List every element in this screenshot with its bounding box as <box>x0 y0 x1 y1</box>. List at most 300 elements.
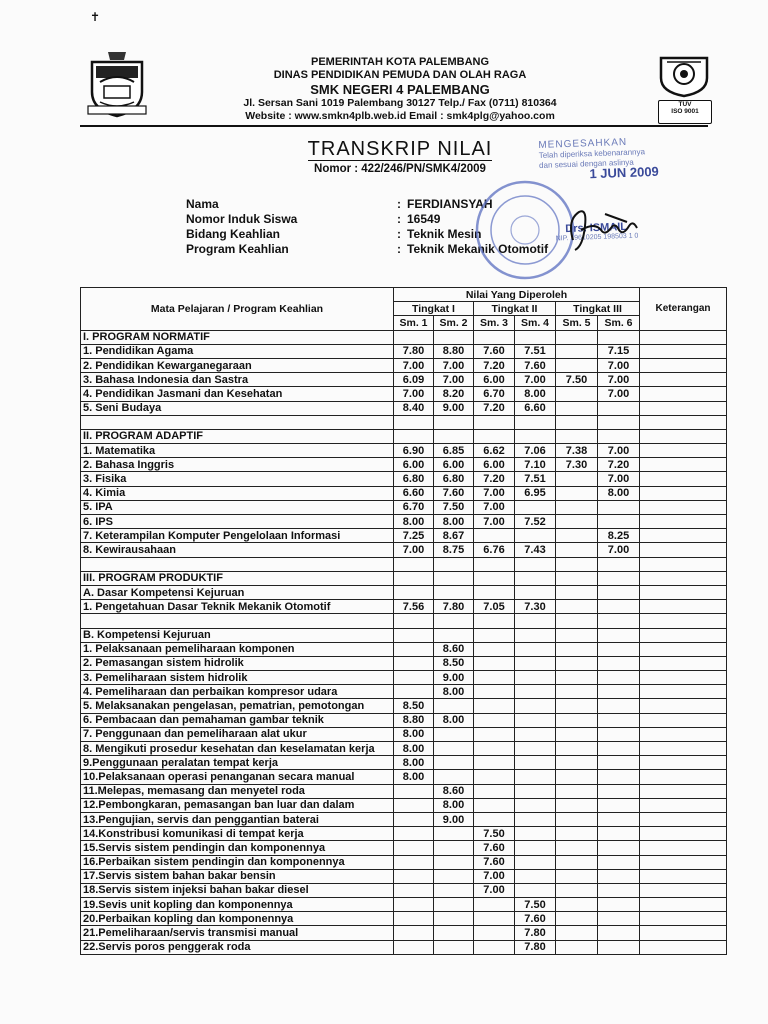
header-tingkat-2: Tingkat II <box>474 302 556 316</box>
empty-cell <box>434 571 474 585</box>
empty-cell <box>556 585 598 599</box>
remarks-cell <box>640 812 727 826</box>
remarks-cell <box>640 855 727 869</box>
grade-cell-sm4: 7.80 <box>515 940 556 954</box>
empty-cell <box>515 429 556 443</box>
remarks-cell <box>640 713 727 727</box>
empty-cell <box>394 429 434 443</box>
empty-cell <box>394 585 434 599</box>
grade-cell-sm3 <box>474 770 515 784</box>
identity-value-nis: 16549 <box>407 212 441 226</box>
subject-name: 19.Sevis unit kopling dan komponennya <box>81 898 394 912</box>
grade-cell-sm6: 7.00 <box>598 373 640 387</box>
empty-cell <box>394 415 434 429</box>
grade-cell-sm4 <box>515 713 556 727</box>
empty-cell <box>598 557 640 571</box>
identity-label-name: Nama <box>186 197 219 211</box>
grade-cell-sm3: 6.00 <box>474 373 515 387</box>
empty-cell <box>394 614 434 628</box>
grade-cell-sm3: 7.60 <box>474 344 515 358</box>
table-section-row <box>81 571 727 585</box>
subject-name: 17.Servis sistem bahan bakar bensin <box>81 869 394 883</box>
empty-cell <box>81 614 394 628</box>
grade-cell-sm2 <box>434 827 474 841</box>
identity-label-field: Bidang Keahlian <box>186 227 281 241</box>
empty-cell <box>640 571 727 585</box>
empty-cell <box>556 429 598 443</box>
grade-cell-sm1 <box>394 642 434 656</box>
remarks-cell <box>640 543 727 557</box>
grade-cell-sm4 <box>515 883 556 897</box>
grade-cell-sm4: 7.06 <box>515 444 556 458</box>
grade-cell-sm2: 7.60 <box>434 486 474 500</box>
subject-name: 4. Pemeliharaan dan perbaikan kompresor udara <box>81 685 394 699</box>
table-row <box>81 344 727 358</box>
subject-name: 4. Pendidikan Jasmani dan Kesehatan <box>81 387 394 401</box>
grade-cell-sm3: 7.60 <box>474 841 515 855</box>
grade-cell-sm1: 8.00 <box>394 756 434 770</box>
subject-name: 10.Pelaksanaan operasi penanganan secara manual <box>81 770 394 784</box>
table-row <box>81 841 727 855</box>
table-row <box>81 486 727 500</box>
subject-name: 8. Kewirausahaan <box>81 543 394 557</box>
subject-name: 1. Pengetahuan Dasar Teknik Mekanik Otomotif <box>81 600 394 614</box>
empty-cell <box>474 429 515 443</box>
grade-cell-sm2: 9.00 <box>434 812 474 826</box>
grade-cell-sm1 <box>394 798 434 812</box>
section-heading: B. Kompetensi Kejuruan <box>81 628 394 642</box>
grade-cell-sm2 <box>434 727 474 741</box>
empty-cell <box>598 571 640 585</box>
grade-cell-sm4: 7.00 <box>515 373 556 387</box>
grade-cell-sm1: 7.80 <box>394 344 434 358</box>
grade-cell-sm6: 7.00 <box>598 472 640 486</box>
header-sm4: Sm. 4 <box>515 316 556 330</box>
remarks-cell <box>640 742 727 756</box>
grade-cell-sm2: 7.80 <box>434 600 474 614</box>
grade-cell-sm4 <box>515 756 556 770</box>
letterhead-line-1: PEMERINTAH KOTA PALEMBANG <box>310 56 490 68</box>
remarks-cell <box>640 883 727 897</box>
empty-cell <box>474 415 515 429</box>
empty-cell <box>515 415 556 429</box>
grade-cell-sm6 <box>598 912 640 926</box>
grade-cell-sm1: 7.00 <box>394 358 434 372</box>
empty-cell <box>474 557 515 571</box>
grade-cell-sm3 <box>474 812 515 826</box>
empty-cell <box>598 415 640 429</box>
table-row <box>81 742 727 756</box>
empty-cell <box>598 585 640 599</box>
grade-cell-sm3: 7.00 <box>474 515 515 529</box>
subject-name: 3. Fisika <box>81 472 394 486</box>
identity-label-program: Program Keahlian <box>186 242 289 256</box>
empty-cell <box>556 330 598 344</box>
empty-cell <box>640 557 727 571</box>
subject-name: 13.Pengujian, servis dan penggantian baterai <box>81 812 394 826</box>
grade-cell-sm6: 7.00 <box>598 543 640 557</box>
grade-cell-sm4 <box>515 699 556 713</box>
identity-colon: : <box>397 242 401 256</box>
grade-cell-sm6: 8.25 <box>598 529 640 543</box>
empty-cell <box>640 585 727 599</box>
grade-cell-sm2: 7.00 <box>434 373 474 387</box>
subject-name: 14.Konstribusi komunikasi di tempat kerja <box>81 827 394 841</box>
grade-cell-sm2: 8.00 <box>434 713 474 727</box>
grade-cell-sm6 <box>598 770 640 784</box>
grade-cell-sm4 <box>515 841 556 855</box>
grade-cell-sm6: 7.00 <box>598 358 640 372</box>
grade-cell-sm4 <box>515 642 556 656</box>
header-grades-group: Nilai Yang Diperoleh <box>394 288 640 302</box>
empty-cell <box>640 429 727 443</box>
grade-cell-sm5 <box>556 699 598 713</box>
grade-cell-sm3 <box>474 784 515 798</box>
grade-cell-sm3 <box>474 713 515 727</box>
grade-cell-sm5 <box>556 486 598 500</box>
subject-name: 3. Pemeliharaan sistem hidrolik <box>81 671 394 685</box>
grade-cell-sm4 <box>515 529 556 543</box>
table-row <box>81 444 727 458</box>
table-row <box>81 883 727 897</box>
legalization-date: 1 JUN 2009 <box>589 163 660 182</box>
remarks-cell <box>640 841 727 855</box>
table-row-spacer <box>81 415 727 429</box>
header-sm1: Sm. 1 <box>394 316 434 330</box>
grade-cell-sm6 <box>598 600 640 614</box>
grade-cell-sm2 <box>434 926 474 940</box>
grade-cell-sm6 <box>598 699 640 713</box>
empty-cell <box>598 429 640 443</box>
remarks-cell <box>640 642 727 656</box>
grade-cell-sm1 <box>394 869 434 883</box>
subject-name: 5. Melaksanakan pengelasan, pematrian, pemotongan <box>81 699 394 713</box>
grade-cell-sm6 <box>598 742 640 756</box>
header-sm6: Sm. 6 <box>598 316 640 330</box>
grade-cell-sm6: 7.00 <box>598 387 640 401</box>
grade-cell-sm2: 7.50 <box>434 500 474 514</box>
remarks-cell <box>640 472 727 486</box>
grade-cell-sm1: 8.80 <box>394 713 434 727</box>
grade-cell-sm1: 8.00 <box>394 770 434 784</box>
empty-cell <box>640 415 727 429</box>
grade-cell-sm2: 8.00 <box>434 798 474 812</box>
grade-cell-sm1: 8.00 <box>394 727 434 741</box>
grade-cell-sm3: 7.20 <box>474 401 515 415</box>
remarks-cell <box>640 458 727 472</box>
table-row <box>81 543 727 557</box>
empty-cell <box>434 429 474 443</box>
remarks-cell <box>640 827 727 841</box>
table-row <box>81 373 727 387</box>
grade-cell-sm6 <box>598 926 640 940</box>
grade-cell-sm1 <box>394 656 434 670</box>
grade-cell-sm4: 7.10 <box>515 458 556 472</box>
table-row-spacer <box>81 557 727 571</box>
header-remarks: Keterangan <box>640 288 727 331</box>
empty-cell <box>81 415 394 429</box>
grade-cell-sm5 <box>556 685 598 699</box>
grade-cell-sm5 <box>556 812 598 826</box>
grade-cell-sm5 <box>556 472 598 486</box>
grade-cell-sm2: 8.67 <box>434 529 474 543</box>
grade-cell-sm2: 8.60 <box>434 784 474 798</box>
grade-cell-sm5 <box>556 713 598 727</box>
grade-cell-sm1 <box>394 855 434 869</box>
table-row <box>81 926 727 940</box>
grade-cell-sm4 <box>515 770 556 784</box>
grade-cell-sm2 <box>434 756 474 770</box>
empty-cell <box>474 330 515 344</box>
grade-cell-sm4: 7.50 <box>515 898 556 912</box>
table-row <box>81 387 727 401</box>
table-row <box>81 699 727 713</box>
grade-cell-sm5 <box>556 358 598 372</box>
grade-cell-sm1: 8.00 <box>394 742 434 756</box>
table-section-row <box>81 585 727 599</box>
grade-cell-sm4: 7.60 <box>515 358 556 372</box>
grade-cell-sm3 <box>474 926 515 940</box>
table-row <box>81 798 727 812</box>
subject-name: 20.Perbaikan kopling dan komponennya <box>81 912 394 926</box>
empty-cell <box>598 614 640 628</box>
table-row <box>81 600 727 614</box>
grade-cell-sm3 <box>474 940 515 954</box>
grade-cell-sm5 <box>556 671 598 685</box>
remarks-cell <box>640 926 727 940</box>
subject-name: 1. Pelaksanaan pemeliharaan komponen <box>81 642 394 656</box>
grade-cell-sm3: 7.05 <box>474 600 515 614</box>
empty-cell <box>515 330 556 344</box>
grade-cell-sm3 <box>474 742 515 756</box>
grade-cell-sm5 <box>556 742 598 756</box>
grade-cell-sm1 <box>394 784 434 798</box>
remarks-cell <box>640 600 727 614</box>
grade-cell-sm5 <box>556 543 598 557</box>
empty-cell <box>640 330 727 344</box>
grade-cell-sm4 <box>515 671 556 685</box>
grade-cell-sm4: 7.60 <box>515 912 556 926</box>
grade-cell-sm1 <box>394 940 434 954</box>
document-title-text: TRANSKRIP NILAI <box>307 138 493 160</box>
grade-cell-sm1 <box>394 827 434 841</box>
subject-name: 5. IPA <box>81 500 394 514</box>
grade-cell-sm1 <box>394 812 434 826</box>
remarks-cell <box>640 529 727 543</box>
grade-cell-sm4 <box>515 798 556 812</box>
identity-colon: : <box>397 197 401 211</box>
grade-cell-sm3: 6.76 <box>474 543 515 557</box>
grade-cell-sm6 <box>598 798 640 812</box>
grade-cell-sm4 <box>515 500 556 514</box>
subject-name: 3. Bahasa Indonesia dan Sastra <box>81 373 394 387</box>
remarks-cell <box>640 656 727 670</box>
grade-cell-sm5 <box>556 940 598 954</box>
subject-name: 8. Mengikuti prosedur kesehatan dan keselamatan kerja <box>81 742 394 756</box>
grade-cell-sm6 <box>598 940 640 954</box>
grade-cell-sm3 <box>474 727 515 741</box>
grade-cell-sm3 <box>474 798 515 812</box>
grade-cell-sm6 <box>598 869 640 883</box>
grade-cell-sm2 <box>434 940 474 954</box>
grade-cell-sm2 <box>434 869 474 883</box>
section-heading: A. Dasar Kompetensi Kejuruan <box>81 585 394 599</box>
letterhead-line-2: DINAS PENDIDIKAN PEMUDA DAN OLAH RAGA <box>273 69 527 81</box>
remarks-cell <box>640 344 727 358</box>
remarks-cell <box>640 401 727 415</box>
city-emblem-icon <box>86 48 148 118</box>
grade-cell-sm1 <box>394 671 434 685</box>
grade-cell-sm5 <box>556 529 598 543</box>
grade-cell-sm6 <box>598 713 640 727</box>
grade-cell-sm6 <box>598 898 640 912</box>
grade-cell-sm1 <box>394 685 434 699</box>
grade-cell-sm6 <box>598 756 640 770</box>
header-sm5: Sm. 5 <box>556 316 598 330</box>
grade-cell-sm4: 7.51 <box>515 344 556 358</box>
table-row <box>81 756 727 770</box>
header-sm3: Sm. 3 <box>474 316 515 330</box>
grade-cell-sm2 <box>434 883 474 897</box>
remarks-cell <box>640 671 727 685</box>
grade-cell-sm1: 8.50 <box>394 699 434 713</box>
grades-table-body <box>81 330 727 954</box>
remarks-cell <box>640 444 727 458</box>
empty-cell <box>394 571 434 585</box>
grade-cell-sm1: 7.00 <box>394 543 434 557</box>
empty-cell <box>556 557 598 571</box>
table-row <box>81 869 727 883</box>
remarks-cell <box>640 358 727 372</box>
grade-cell-sm3: 7.60 <box>474 855 515 869</box>
pin-mark-icon: ✝ <box>90 10 101 24</box>
subject-name: 18.Servis sistem injeksi bahan bakar diesel <box>81 883 394 897</box>
remarks-cell <box>640 770 727 784</box>
grade-cell-sm4: 7.43 <box>515 543 556 557</box>
grade-cell-sm5 <box>556 642 598 656</box>
grade-cell-sm1: 7.25 <box>394 529 434 543</box>
grade-cell-sm3 <box>474 642 515 656</box>
grade-cell-sm6: 7.20 <box>598 458 640 472</box>
grade-cell-sm6: 7.15 <box>598 344 640 358</box>
grade-cell-sm5 <box>556 600 598 614</box>
grade-cell-sm3: 7.50 <box>474 827 515 841</box>
empty-cell <box>474 614 515 628</box>
empty-cell <box>434 557 474 571</box>
table-row <box>81 472 727 486</box>
subject-name: 6. IPS <box>81 515 394 529</box>
grade-cell-sm5 <box>556 401 598 415</box>
grade-cell-sm4 <box>515 742 556 756</box>
empty-cell <box>515 614 556 628</box>
grade-cell-sm5 <box>556 756 598 770</box>
legalization-signer-name: Drs. ISMAIL <box>565 220 628 236</box>
table-row <box>81 401 727 415</box>
subject-name: 11.Melepas, memasang dan menyetel roda <box>81 784 394 798</box>
subject-name: 2. Bahasa Inggris <box>81 458 394 472</box>
grade-cell-sm3: 7.00 <box>474 486 515 500</box>
grade-cell-sm1: 7.56 <box>394 600 434 614</box>
subject-name: 2. Pemasangan sistem hidrolik <box>81 656 394 670</box>
subject-name: 1. Pendidikan Agama <box>81 344 394 358</box>
grade-cell-sm6: 7.00 <box>598 444 640 458</box>
signature-icon <box>565 200 655 255</box>
table-row <box>81 685 727 699</box>
header-subject: Mata Pelajaran / Program Keahlian <box>81 288 394 331</box>
grade-cell-sm4: 7.80 <box>515 926 556 940</box>
remarks-cell <box>640 373 727 387</box>
table-row <box>81 940 727 954</box>
grades-table <box>80 287 727 955</box>
grade-cell-sm4 <box>515 869 556 883</box>
grade-cell-sm3 <box>474 656 515 670</box>
grade-cell-sm3 <box>474 898 515 912</box>
letterhead-divider <box>80 125 708 127</box>
legalization-signer-nip: NIP. 19610205 198503 1 0 <box>555 232 639 243</box>
remarks-cell <box>640 685 727 699</box>
grade-cell-sm2: 8.60 <box>434 642 474 656</box>
grade-cell-sm6 <box>598 656 640 670</box>
grade-cell-sm1: 6.80 <box>394 472 434 486</box>
grade-cell-sm2 <box>434 699 474 713</box>
empty-cell <box>515 628 556 642</box>
grade-cell-sm1 <box>394 912 434 926</box>
grade-cell-sm2: 8.00 <box>434 685 474 699</box>
grade-cell-sm5 <box>556 727 598 741</box>
grade-cell-sm2: 8.75 <box>434 543 474 557</box>
legalization-line-1: Telah diperiksa kebenarannya <box>538 147 646 160</box>
grade-cell-sm2: 9.00 <box>434 671 474 685</box>
grade-cell-sm1: 8.00 <box>394 515 434 529</box>
grade-cell-sm2 <box>434 841 474 855</box>
grade-cell-sm1 <box>394 898 434 912</box>
grade-cell-sm5 <box>556 827 598 841</box>
grade-cell-sm5 <box>556 926 598 940</box>
remarks-cell <box>640 515 727 529</box>
table-row <box>81 529 727 543</box>
subject-name: 2. Pendidikan Kewarganegaraan <box>81 358 394 372</box>
grade-cell-sm3 <box>474 671 515 685</box>
table-row <box>81 827 727 841</box>
remarks-cell <box>640 699 727 713</box>
grade-cell-sm5 <box>556 515 598 529</box>
grade-cell-sm2 <box>434 912 474 926</box>
grade-cell-sm1: 6.60 <box>394 486 434 500</box>
grade-cell-sm4: 8.00 <box>515 387 556 401</box>
grade-cell-sm4 <box>515 827 556 841</box>
grade-cell-sm3 <box>474 699 515 713</box>
identity-colon: : <box>397 227 401 241</box>
table-section-row <box>81 330 727 344</box>
empty-cell <box>556 571 598 585</box>
header-sm2: Sm. 2 <box>434 316 474 330</box>
table-row <box>81 500 727 514</box>
table-row <box>81 812 727 826</box>
iso-certification-badge: TÜV ISO 9001 <box>658 100 712 124</box>
identity-colon: : <box>397 212 401 226</box>
grade-cell-sm6 <box>598 671 640 685</box>
table-row <box>81 656 727 670</box>
empty-cell <box>434 415 474 429</box>
table-row <box>81 713 727 727</box>
empty-cell <box>598 628 640 642</box>
grade-cell-sm3: 6.00 <box>474 458 515 472</box>
grade-cell-sm5: 7.30 <box>556 458 598 472</box>
empty-cell <box>474 571 515 585</box>
empty-cell <box>474 628 515 642</box>
grade-cell-sm1: 7.00 <box>394 387 434 401</box>
table-row <box>81 727 727 741</box>
